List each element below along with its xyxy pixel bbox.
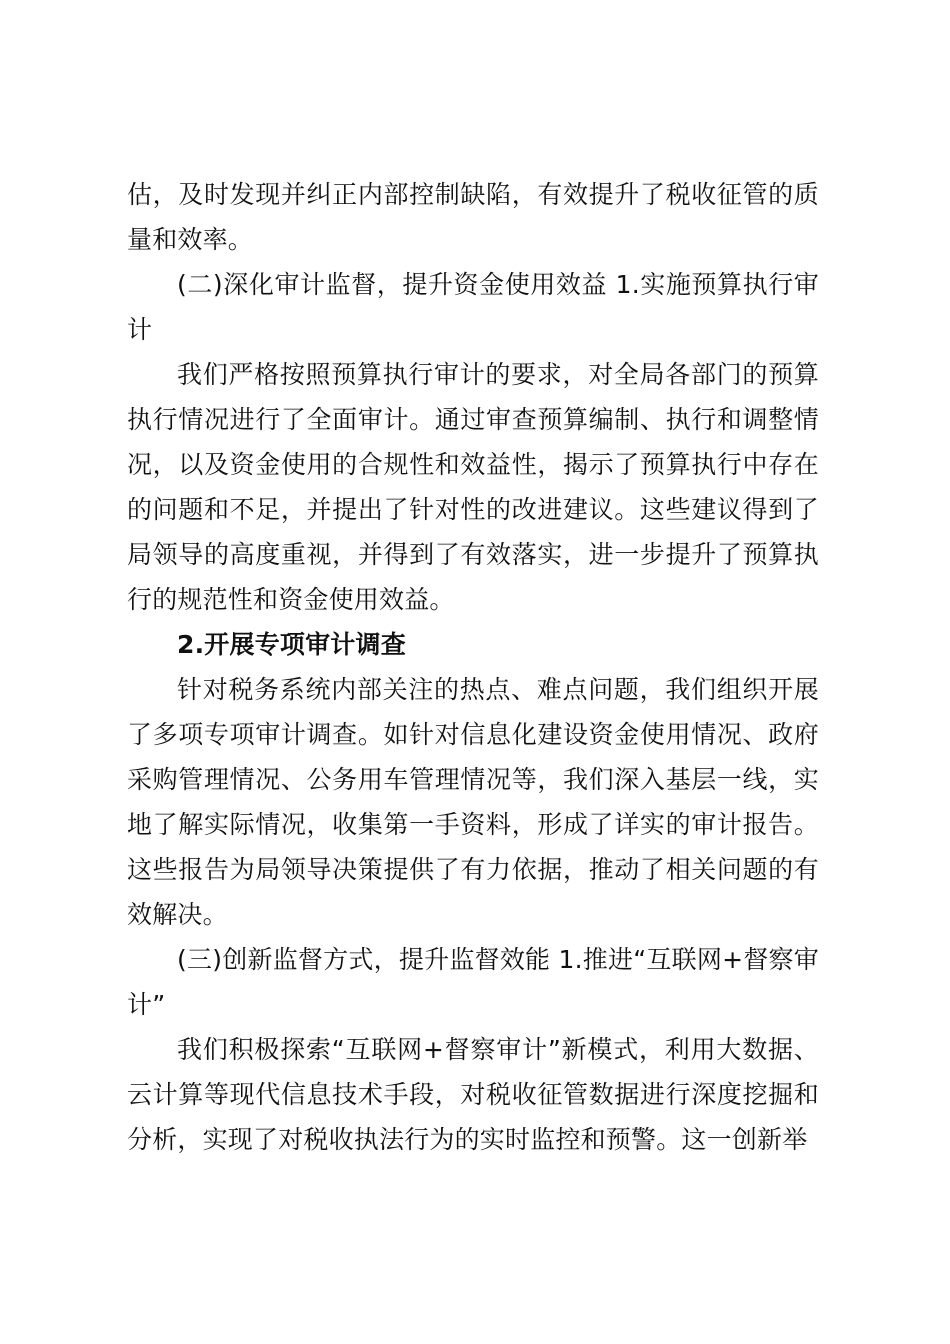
section-heading-3: (三)创新监督方式，提升监督效能 1.推进“互联网+督察审计” bbox=[127, 945, 819, 1019]
subheading-special-audit: 2.开展专项审计调查 bbox=[177, 630, 406, 659]
paragraph-1: 估，及时发现并纠正内部控制缺陷，有效提升了税收征管的质量和效率。 bbox=[127, 180, 819, 254]
paragraph-special-audit: 针对税务系统内部关注的热点、难点问题，我们组织开展了多项专项审计调查。如针对信息化建设资金使用情况、政府采购管理情况、公务用车管理情况等，我们深入基层一线，实地了解实际情况，收集第一手资料，形成了详实的审计报告。这些报告为局领导决策提供了有力依据，推动了相关问题的有效解决。 bbox=[127, 675, 819, 929]
paragraph-internet-audit: 我们积极探索“互联网+督察审计”新模式，利用大数据、云计算等现代信息技术手段，对税收征管数据进行深度挖掘和分析，实现了对税收执法行为的实时监控和预警。这一创新举 bbox=[127, 1035, 819, 1154]
paragraph-budget-audit: 我们严格按照预算执行审计的要求，对全局各部门的预算执行情况进行了全面审计。通过审查预算编制、执行和调整情况，以及资金使用的合规性和效益性，揭示了预算执行中存在的问题和不足，并提出了针对性的改进建议。这些建议得到了局领导的高度重视，并得到了有效落实，进一步提升了预算执行的规范性和资金使用效益。 bbox=[127, 360, 819, 614]
section-heading-2: (二)深化审计监督，提升资金使用效益 1.实施预算执行审计 bbox=[127, 270, 819, 344]
document-body bbox=[127, 172, 819, 1162]
